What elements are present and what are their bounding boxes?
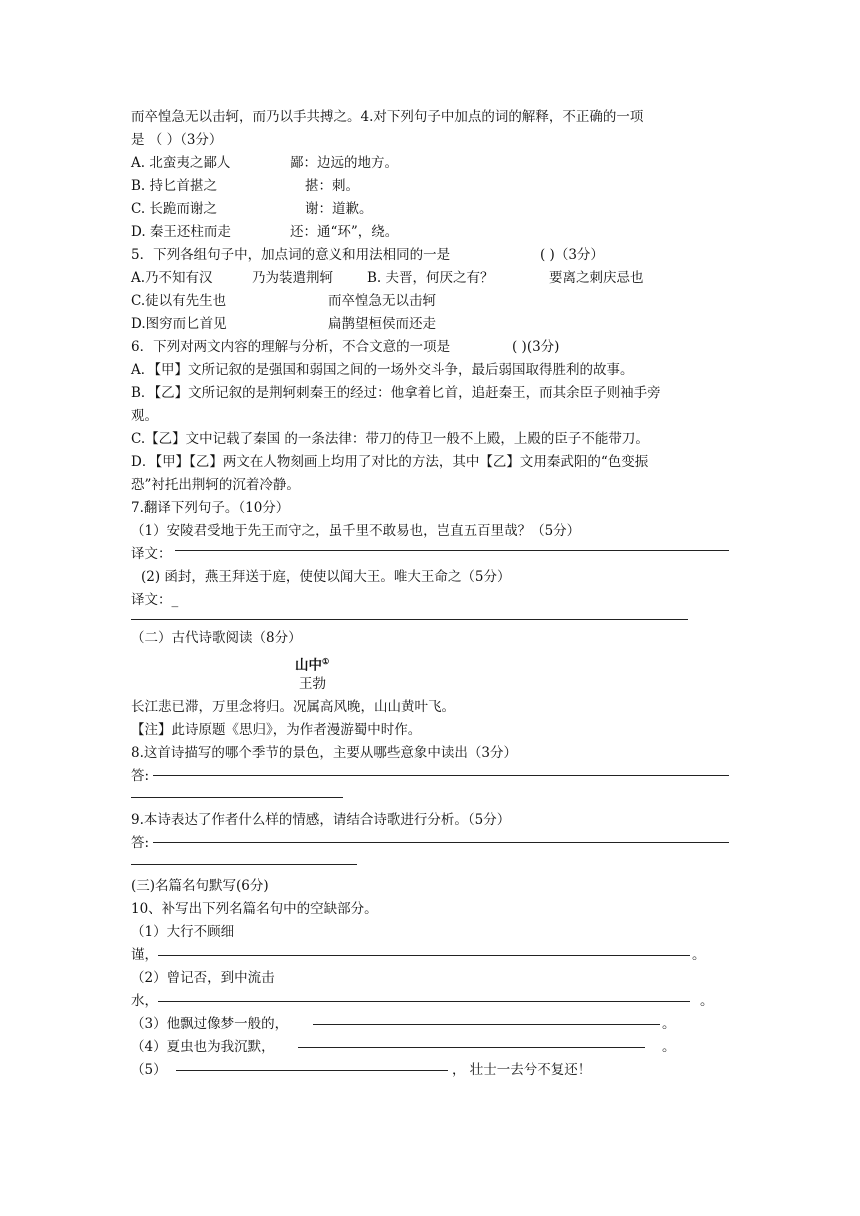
q10-item-2-period: 。 bbox=[700, 993, 714, 1009]
q4-option-c: C. 长跪而谢之 bbox=[131, 201, 217, 217]
q8-answer-line-1[interactable] bbox=[153, 775, 729, 776]
q5-row-a-2: 乃为装遣荆轲 bbox=[252, 270, 333, 286]
poem-note: 【注】此诗原题《思归》，为作者漫游蜀中时作。 bbox=[131, 722, 422, 738]
q10-item-1-cont: 谨， bbox=[131, 947, 158, 963]
q10-item-3-period: 。 bbox=[662, 1016, 676, 1032]
q9-answer-line-1[interactable] bbox=[153, 842, 729, 843]
q7-answer-line-1[interactable] bbox=[175, 550, 729, 551]
q9-stem: 9.本诗表达了作者什么样的情感，请结合诗歌进行分析。（5分） bbox=[131, 812, 511, 828]
q5-row-d-2: 扁鹊望桓侯而还走 bbox=[328, 316, 436, 332]
q10-item-1-period: 。 bbox=[692, 947, 706, 963]
q5-row-c-2: 而卒惶急无以击轲 bbox=[328, 293, 436, 309]
q4-option-a-gloss: 鄙：边远的地方。 bbox=[290, 155, 398, 171]
q5-row-b-1: B. 夫晋，何厌之有？ bbox=[367, 270, 494, 286]
q9-answer-label: 答: bbox=[131, 835, 150, 851]
q10-item-4-period: 。 bbox=[662, 1039, 676, 1055]
q4-option-a: A. 北蛮夷之鄙人 bbox=[131, 155, 231, 171]
poem-section-heading: （二）古代诗歌阅读（8分） bbox=[131, 630, 302, 646]
q10-item-2-cont: 水， bbox=[131, 993, 158, 1009]
q10-item-2-blank[interactable] bbox=[158, 1001, 690, 1002]
q6-option-c: C.【乙】文中记载了秦国 的一条法律：带刀的侍卫一般不上殿，上殿的臣子不能带刀。 bbox=[131, 431, 649, 447]
poem-author: 王勃 bbox=[299, 676, 326, 692]
q10-section-heading: (三)名篇名句默写(6分) bbox=[131, 878, 269, 894]
q4-option-b: B. 持匕首揕之 bbox=[131, 178, 218, 194]
q6-option-a: A．【甲】文所记叙的是强国和弱国之间的一场外交斗争，最后弱国取得胜利的故事。 bbox=[131, 362, 634, 378]
q6-option-d-line1: D．【甲】【乙】两文在人物刻画上均用了对比的方法，其中【乙】文用秦武阳的“色变振 bbox=[131, 454, 649, 470]
q10-item-5-blank[interactable] bbox=[176, 1070, 448, 1071]
q10-item-4: （4）夏虫也为我沉默， bbox=[131, 1039, 275, 1055]
q4-option-c-gloss: 谢：道歉。 bbox=[305, 201, 373, 217]
q6-stem: 6．下列对两文内容的理解与分析，不合文意的一项是 bbox=[131, 339, 451, 355]
q4-option-d-gloss: 还：通“环”，绕。 bbox=[290, 224, 399, 240]
q5-row-a-1: A.乃不知有汉 bbox=[131, 270, 213, 286]
q5-row-c-1: C.徒以有先生也 bbox=[131, 293, 227, 309]
q7-translation-label-2: 译文：_ bbox=[131, 592, 179, 608]
q5-answer-paren: ( )（3分） bbox=[540, 247, 604, 263]
footnote-marker: ① bbox=[322, 656, 330, 666]
poem-title: 山中① bbox=[295, 656, 330, 674]
q6-answer-paren: ( )(3分) bbox=[512, 339, 560, 355]
q9-answer-line-2[interactable] bbox=[131, 864, 357, 865]
q4-text-line2: 是 （ ）（3分） bbox=[131, 132, 223, 148]
q7-answer-line-2[interactable] bbox=[131, 619, 688, 620]
q10-item-1-blank[interactable] bbox=[158, 955, 690, 956]
q6-option-b-line1: B．【乙】文所记叙的是荆轲刺秦王的经过：他拿着匕首，追赶秦王，而其余臣子则袖手旁 bbox=[131, 385, 661, 401]
q10-item-5-cont: ， 壮士一去兮不复还！ bbox=[452, 1062, 592, 1078]
q7-translation-label-1: 译文： bbox=[131, 546, 172, 562]
q4-option-d: D. 秦王还柱而走 bbox=[131, 224, 231, 240]
q7-stem: 7.翻译下列句子。（10分） bbox=[131, 500, 290, 516]
q6-option-d-line2: 恐”衬托出荆轲的沉着冷静。 bbox=[131, 477, 300, 493]
q7-sentence-1: （1）安陵君受地于先王而守之，虽千里不敢易也，岂直五百里哉？（5分） bbox=[131, 523, 581, 539]
q5-row-b-2: 要离之刺庆忌也 bbox=[549, 270, 644, 286]
q8-answer-line-2[interactable] bbox=[131, 797, 343, 798]
q10-item-2: （2）曾记否，到中流击 bbox=[131, 970, 275, 986]
q10-item-3-blank[interactable] bbox=[313, 1024, 660, 1025]
q10-stem: 10、补写出下列名篇名句中的空缺部分。 bbox=[131, 901, 378, 917]
q8-answer-label: 答: bbox=[131, 768, 150, 784]
q10-item-1: （1）大行不顾细 bbox=[131, 924, 235, 940]
q6-option-b-line2: 观。 bbox=[131, 408, 158, 424]
poem-text: 长江悲已滞，万里念将归。况属高风晚，山山黄叶飞。 bbox=[131, 699, 455, 715]
q4-option-b-gloss: 揕：刺。 bbox=[305, 178, 359, 194]
q8-stem: 8.这首诗描写的哪个季节的景色，主要从哪些意象中读出（3分） bbox=[131, 745, 517, 761]
q4-text-line1: 而卒惶急无以击轲，而乃以手共搏之。4.对下列句子中加点的词的解释，不正确的一项 bbox=[131, 109, 644, 125]
q10-item-3: （3）他飘过像梦一般的， bbox=[131, 1016, 289, 1032]
q5-stem: 5．下列各组句子中，加点词的意义和用法相同的一是 bbox=[131, 247, 451, 263]
q5-row-d-1: D.图穷而匕首见 bbox=[131, 316, 227, 332]
q7-sentence-2: (2) 函封，燕王拜送于庭，使使以闻大王。唯大王命之（5分） bbox=[141, 569, 511, 585]
q10-item-5: （5） bbox=[131, 1062, 167, 1078]
q10-item-4-blank[interactable] bbox=[298, 1047, 645, 1048]
